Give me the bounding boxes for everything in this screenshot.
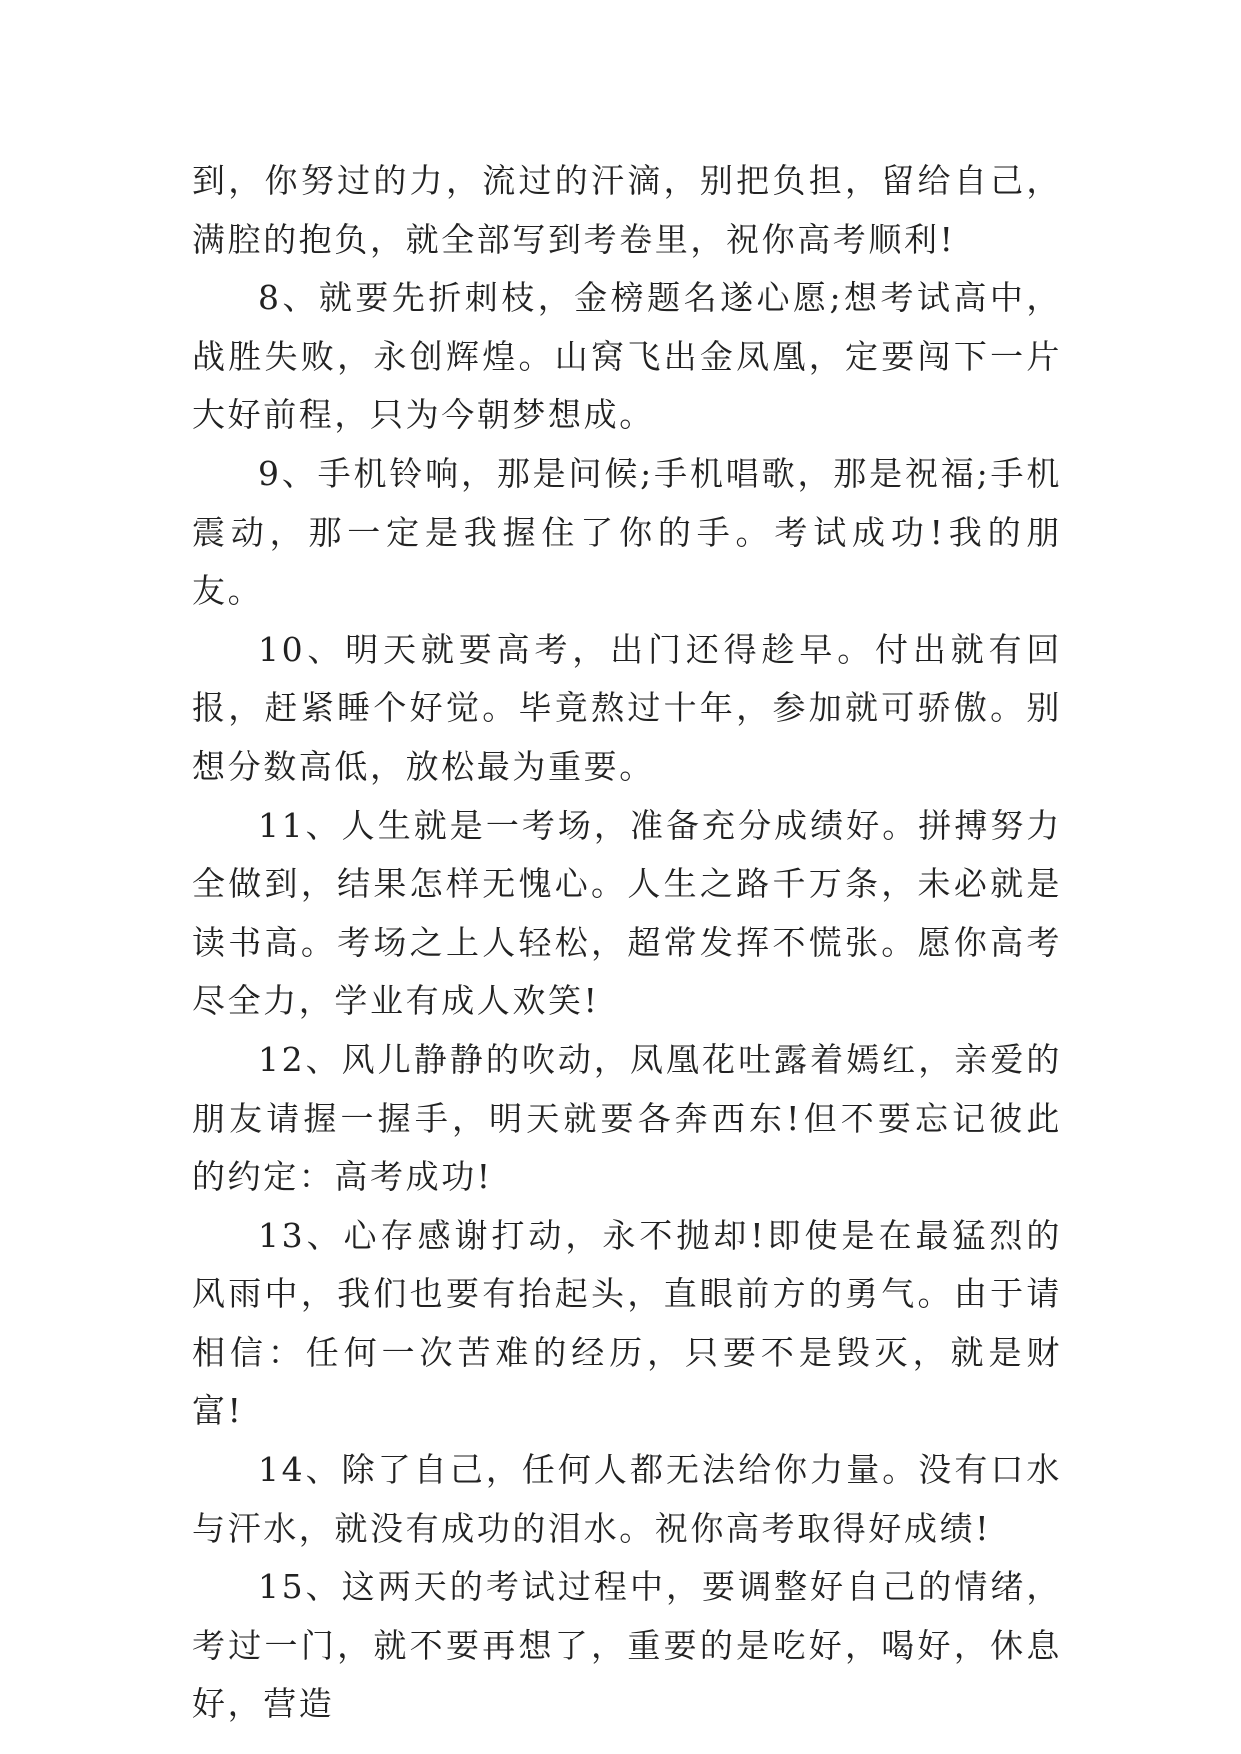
paragraph-item-8: 8、就要先折刺枝，金榜题名遂心愿;想考试高中，战胜失败，永创辉煌。山窝飞出金凤凰，定要闯下一片大好前程，只为今朝梦想成。 (192, 278, 1062, 435)
paragraph-item-11: 11、人生就是一考场，准备充分成绩好。拼搏努力全做到，结果怎样无愧心。人生之路千万条，未必就是读书高。考场之上人轻松，超常发挥不慌张。愿你高考尽全力，学业有成人欢笑! (192, 805, 1062, 1021)
paragraph-item-14: 14、除了自己，任何人都无法给你力量。没有口水与汗水，就没有成功的泪水。祝你高考取得好成绩! (192, 1450, 1062, 1548)
paragraph-item-15: 15、这两天的考试过程中，要调整好自己的情绪，考过一门，就不要再想了，重要的是吃好，喝好，休息好，营造 (192, 1567, 1062, 1724)
paragraph-item-9: 9、手机铃响，那是问候;手机唱歌，那是祝福;手机震动，那一定是我握住了你的手。考试成功!我的朋友。 (192, 453, 1062, 611)
paragraph-continuation: 到，你努过的力，流过的汗滴，别把负担，留给自己，满腔的抱负，就全部写到考卷里，祝你高考顺利! (192, 161, 1062, 259)
document-body (192, 152, 1062, 1734)
paragraph-item-13: 13、心存感谢打动，永不抛却!即使是在最猛烈的风雨中，我们也要有抬起头，直眼前方的勇气。由于请相信：任何一次苦难的经历，只要不是毁灭，就是财富! (192, 1215, 1062, 1431)
paragraph-item-10: 10、明天就要高考，出门还得趁早。付出就有回报，赶紧睡个好觉。毕竟熬过十年，参加就可骄傲。别想分数高低，放松最为重要。 (192, 629, 1062, 786)
paragraph-item-12: 12、风儿静静的吹动，凤凰花吐露着嫣红，亲爱的朋友请握一握手，明天就要各奔西东!但不要忘记彼此的约定：高考成功! (192, 1039, 1062, 1197)
